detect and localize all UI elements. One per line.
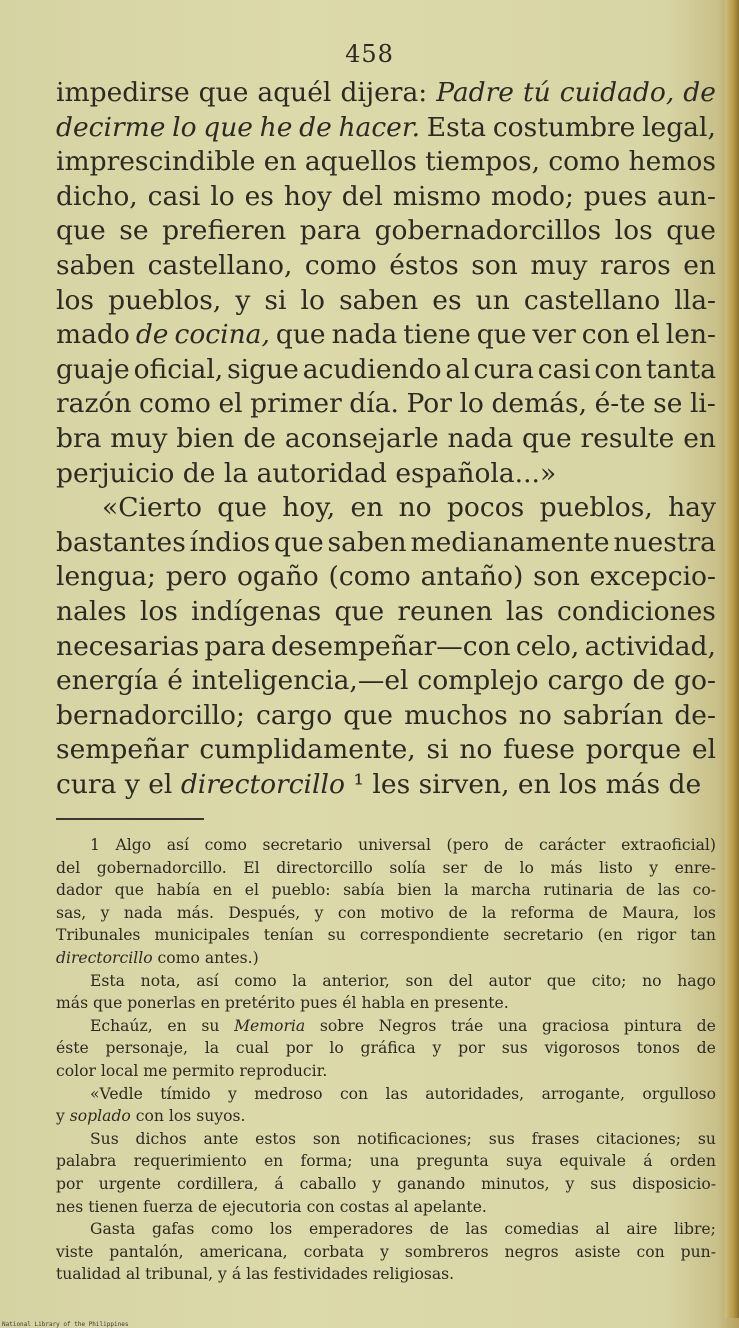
footnote-line: por urgente cordillera, á caballo y ganando minutos, y sus disposicio-	[56, 1174, 716, 1193]
footnote-line: sas, y nada más. Después, y con motivo de la reforma de Maura, los	[56, 903, 716, 922]
body-line: que se prefieren para gobernadorcillos los que	[56, 215, 716, 247]
footnote-line: Sus dichos ante estos son notificaciones; sus frases citaciones; su	[90, 1129, 716, 1148]
footnote-line: Esta nota, así como la anterior, son del autor que cito; no hago	[90, 971, 716, 990]
body-line: bra muy bien de aconsejarle nada que resulte en	[56, 422, 716, 454]
body-line: los pueblos, y si lo saben es un castellano lla-	[56, 284, 716, 316]
body-line: «Cierto que hoy, en no pocos pueblos, hay	[102, 492, 716, 524]
body-line: bastantes índios que saben medianamente nuestra	[56, 526, 716, 558]
body-line: mado de cocina, que nada tiene que ver con el len-	[56, 319, 716, 351]
page-number: 458	[345, 40, 394, 68]
body-line: nales los indígenas que reunen las condiciones	[56, 595, 716, 627]
footer-credit: National Library of the Philippines	[2, 1321, 129, 1328]
body-line: saben castellano, como éstos son muy raros en	[56, 249, 716, 281]
body-line: sempeñar cumplidamente, si no fuese porque el	[56, 734, 716, 766]
footnotes	[56, 834, 716, 1286]
footnote-line: 1 Algo así como secretario universal (pero de carácter extraoficial)	[90, 836, 716, 854]
body-line: perjuicio de la autoridad española...»	[56, 457, 557, 489]
body-line: energía é inteligencia,—el complejo cargo de go-	[56, 665, 716, 697]
footnote-line: Gasta gafas como los emperadores de las comedias al aire libre;	[90, 1220, 716, 1239]
body-text	[56, 76, 716, 802]
body-line: imprescindible en aquellos tiempos, como hemos	[56, 146, 716, 178]
body-line: bernadorcillo; cargo que muchos no sabrían de-	[56, 699, 716, 731]
footnote-line: nes tienen fuerza de ejecutoria con costas al apelante.	[56, 1197, 487, 1216]
body-line: dicho, casi lo es hoy del mismo modo; pues aun-	[56, 180, 716, 212]
body-line: razón como el primer día. Por lo demás, é-te se li-	[56, 388, 716, 420]
footnote-line: del gobernadorcillo. El directorcillo solía ser de lo más listo y enre-	[56, 858, 716, 877]
body-line: necesarias para desempeñar—con celo, actividad,	[56, 630, 716, 662]
body-line: guaje oficial, sigue acudiendo al cura casi con tanta	[56, 353, 716, 385]
footnote-line: dador que había en el pueblo: sabía bien la marcha rutinaria de las co-	[56, 881, 716, 900]
footnote-line: directorcillo como antes.)	[56, 948, 259, 967]
body-line: cura y el directorcillo ¹ les sirven, en los más de	[56, 768, 702, 800]
footnote-rule	[56, 818, 204, 820]
body-line: lengua; pero ogaño (como antaño) son excepcio-	[56, 561, 716, 593]
footnote-line: viste pantalón, americana, corbata y sombreros negros asiste con pun-	[56, 1242, 716, 1261]
body-line: impedirse que aquél dijera: Padre tú cuidado, de	[56, 77, 716, 108]
footnote-line: Echaúz, en su Memoria sobre Negros tráe una graciosa pintura de	[90, 1016, 716, 1035]
footnote-line: color local me permito reproducir.	[56, 1061, 328, 1080]
footnote-line: más que ponerlas en pretérito pues él habla en presente.	[56, 994, 509, 1013]
body-line: decirme lo que he de hacer. Esta costumbre legal,	[56, 111, 716, 143]
page-edge	[725, 0, 739, 1318]
footnote-line: «Vedle tímido y medroso con las autoridades, arrogante, orgulloso	[90, 1084, 716, 1103]
footnote-line: Tribunales municipales tenían su correspondiente secretario (en rigor tan	[56, 926, 716, 945]
footnote-line: éste personaje, la cual por lo gráfica y por sus vigorosos tonos de	[56, 1039, 716, 1058]
footnote-line: y soplado con los suyos.	[56, 1107, 246, 1126]
footnote-line: tualidad al tribunal, y á las festividades religiosas.	[56, 1265, 455, 1284]
footnote-line: palabra requerimiento en forma; una pregunta suya equivale á orden	[56, 1152, 716, 1171]
